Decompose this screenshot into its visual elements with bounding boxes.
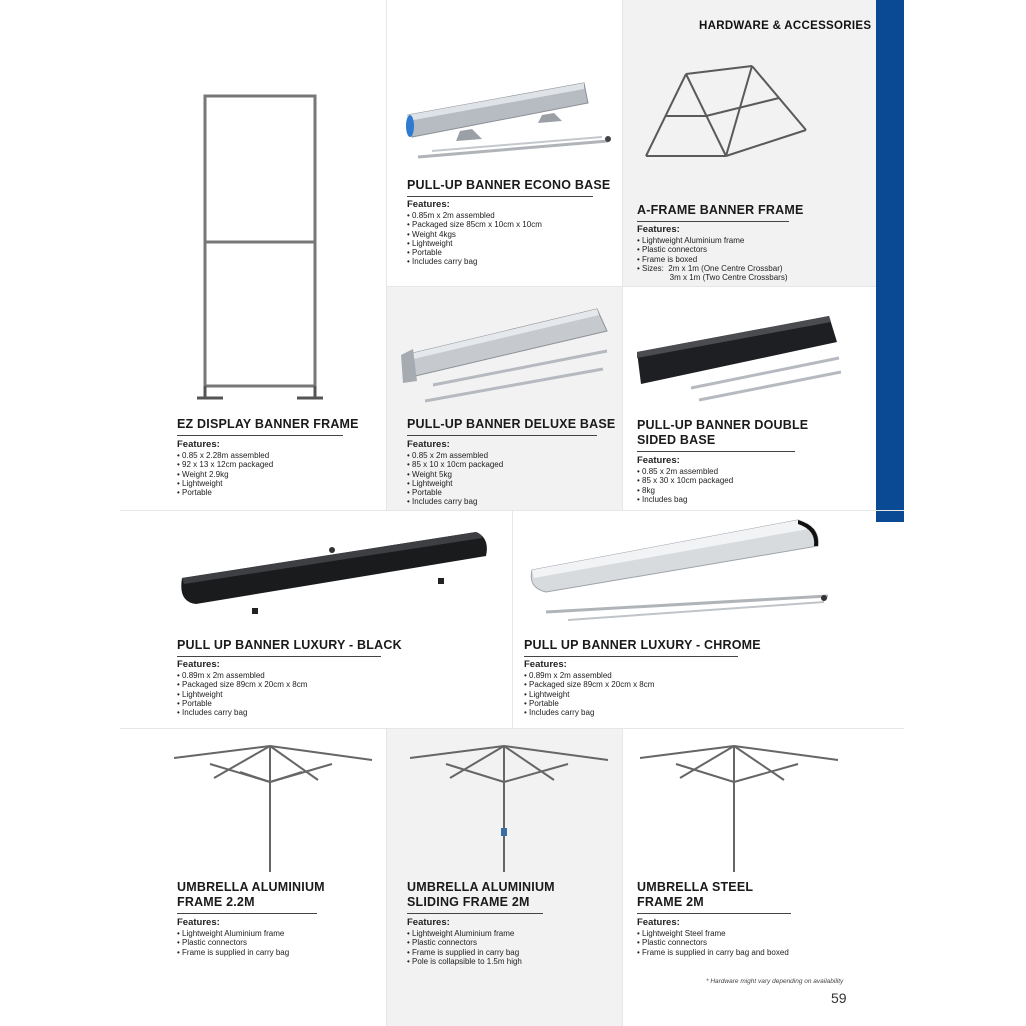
features-ez: Features: • 0.85 x 2.28m assembled • 92 x 13 x 12cm packaged • Weight 2.9kg • Lightweight • Portable bbox=[177, 439, 273, 497]
feature-item: • Includes carry bag bbox=[407, 497, 503, 506]
feature-item: • Packaged size 89cm x 20cm x 8cm bbox=[177, 680, 307, 689]
luxury-black-image bbox=[172, 526, 494, 622]
product-title-luxury-chrome: PULL UP BANNER LUXURY - CHROME bbox=[524, 638, 738, 657]
feature-item: • Weight 4kgs bbox=[407, 230, 542, 239]
feature-item: • 85 x 10 x 10cm packaged bbox=[407, 460, 503, 469]
divider bbox=[120, 728, 904, 729]
divider bbox=[387, 286, 876, 287]
feature-item: • Weight 5kg bbox=[407, 470, 503, 479]
features-umbrella-aluminium: Features: • Lightweight Aluminium frame • Plastic connectors • Frame is supplied in carry bag bbox=[177, 917, 289, 957]
features-econo: Features: • 0.85m x 2m assembled • Packaged size 85cm x 10cm x 10cm • Weight 4kgs • Lightweight • Portable • Includes carry bag bbox=[407, 199, 542, 267]
product-title-econo: PULL-UP BANNER ECONO BASE bbox=[407, 178, 593, 197]
product-title-umbrella-sliding: UMBRELLA ALUMINIUM SLIDING FRAME 2M bbox=[407, 880, 543, 914]
divider bbox=[386, 0, 387, 510]
feature-item: • 85 x 30 x 10cm packaged bbox=[637, 476, 733, 485]
feature-item: • Includes carry bag bbox=[407, 257, 542, 266]
feature-item: • 0.85 x 2.28m assembled bbox=[177, 451, 273, 460]
product-title-double: PULL-UP BANNER DOUBLE SIDED BASE bbox=[637, 418, 795, 452]
features-umbrella-steel: Features: • Lightweight Steel frame • Plastic connectors • Frame is supplied in carry bag and boxed bbox=[637, 917, 789, 957]
feature-item: • Lightweight Aluminium frame bbox=[407, 929, 522, 938]
ez-frame-image bbox=[195, 92, 325, 404]
features-double: Features: • 0.85 x 2m assembled • 85 x 30 x 10cm packaged • 8kg • Includes bag bbox=[637, 455, 733, 504]
feature-item: • Portable bbox=[177, 488, 273, 497]
deluxe-base-image bbox=[397, 305, 612, 405]
feature-item: • Weight 2.9kg bbox=[177, 470, 273, 479]
feature-item: • Packaged size 89cm x 20cm x 8cm bbox=[524, 680, 654, 689]
divider bbox=[622, 0, 623, 510]
feature-item: • Plastic connectors bbox=[177, 938, 289, 947]
umbrella-steel-image bbox=[636, 742, 842, 876]
feature-item: • Frame is supplied in carry bag and boxed bbox=[637, 948, 789, 957]
feature-item: • Portable bbox=[524, 699, 654, 708]
feature-item: • Includes bag bbox=[637, 495, 733, 504]
feature-item: • Frame is supplied in carry bag bbox=[177, 948, 289, 957]
divider bbox=[512, 510, 513, 728]
feature-item: • 92 x 13 x 12cm packaged bbox=[177, 460, 273, 469]
feature-item: • Lightweight Aluminium frame bbox=[637, 236, 787, 245]
section-tab bbox=[876, 0, 904, 522]
feature-item: • 0.85m x 2m assembled bbox=[407, 211, 542, 220]
feature-item: • 0.85 x 2m assembled bbox=[637, 467, 733, 476]
feature-item: • 0.89m x 2m assembled bbox=[524, 671, 654, 680]
feature-item: • Frame is boxed bbox=[637, 255, 787, 264]
feature-item: • Portable bbox=[177, 699, 307, 708]
product-title-aframe: A-FRAME BANNER FRAME bbox=[637, 203, 789, 222]
a-frame-image bbox=[640, 60, 812, 172]
feature-item: • Lightweight bbox=[177, 690, 307, 699]
feature-item: • 0.89m x 2m assembled bbox=[177, 671, 307, 680]
features-luxury-chrome: Features: • 0.89m x 2m assembled • Packaged size 89cm x 20cm x 8cm • Lightweight • Portable • Includes carry bag bbox=[524, 659, 654, 717]
feature-item: • Lightweight bbox=[524, 690, 654, 699]
double-base-image bbox=[633, 312, 845, 404]
feature-item: • Packaged size 85cm x 10cm x 10cm bbox=[407, 220, 542, 229]
page-number: 59 bbox=[831, 990, 847, 1006]
feature-item: • Lightweight Steel frame bbox=[637, 929, 789, 938]
footnote: * Hardware might vary depending on availability bbox=[706, 978, 844, 985]
section-header: HARDWARE & ACCESSORIES bbox=[699, 20, 872, 32]
product-title-umbrella-aluminium: UMBRELLA ALUMINIUM FRAME 2.2M bbox=[177, 880, 317, 914]
feature-item: • Includes carry bag bbox=[524, 708, 654, 717]
feature-item: • Plastic connectors bbox=[637, 245, 787, 254]
feature-item: • Pole is collapsible to 1.5m high bbox=[407, 957, 522, 966]
feature-item: • Lightweight Aluminium frame bbox=[177, 929, 289, 938]
feature-item: • Plastic connectors bbox=[637, 938, 789, 947]
feature-item: 3m x 1m (Two Centre Crossbars) bbox=[669, 273, 788, 283]
features-luxury-black: Features: • 0.89m x 2m assembled • Packaged size 89cm x 20cm x 8cm • Lightweight • Portable • Includes carry bag bbox=[177, 659, 307, 717]
feature-item: • Sizes: 2m x 1m (One Centre Crossbar) bbox=[637, 264, 787, 273]
features-deluxe: Features: • 0.85 x 2m assembled • 85 x 10 x 10cm packaged • Weight 5kg • Lightweight • Portable • Includes carry bag bbox=[407, 439, 503, 507]
features-umbrella-sliding: Features: • Lightweight Aluminium frame • Plastic connectors • Frame is supplied in carry bag • Pole is collapsible to 1.5m high bbox=[407, 917, 522, 966]
feature-item: • Portable bbox=[407, 248, 542, 257]
feature-item: • Plastic connectors bbox=[407, 938, 522, 947]
umbrella-aluminium-image bbox=[170, 742, 376, 876]
feature-item: • Lightweight bbox=[407, 239, 542, 248]
feature-item: • Lightweight bbox=[177, 479, 273, 488]
feature-item: • Includes carry bag bbox=[177, 708, 307, 717]
feature-item: • 0.85 x 2m assembled bbox=[407, 451, 503, 460]
luxury-chrome-image bbox=[528, 516, 834, 624]
product-title-ez: EZ DISPLAY BANNER FRAME bbox=[177, 417, 343, 436]
econo-base-image bbox=[402, 75, 617, 167]
divider bbox=[622, 728, 623, 1026]
umbrella-sliding-image bbox=[406, 742, 612, 876]
feature-item: • Portable bbox=[407, 488, 503, 497]
feature-item: • 8kg bbox=[637, 486, 733, 495]
divider bbox=[386, 728, 387, 1026]
features-aframe: Features: • Lightweight Aluminium frame • Plastic connectors • Frame is boxed • Sizes: 2m x 1m (One Centre Crossbar) 3m x 1m (Two Centre Crossbars) bbox=[637, 224, 787, 282]
product-title-deluxe: PULL-UP BANNER DELUXE BASE bbox=[407, 417, 597, 436]
product-title-umbrella-steel: UMBRELLA STEEL FRAME 2M bbox=[637, 880, 791, 914]
feature-item: • Lightweight bbox=[407, 479, 503, 488]
product-title-luxury-black: PULL UP BANNER LUXURY - BLACK bbox=[177, 638, 381, 657]
feature-item: • Frame is supplied in carry bag bbox=[407, 948, 522, 957]
